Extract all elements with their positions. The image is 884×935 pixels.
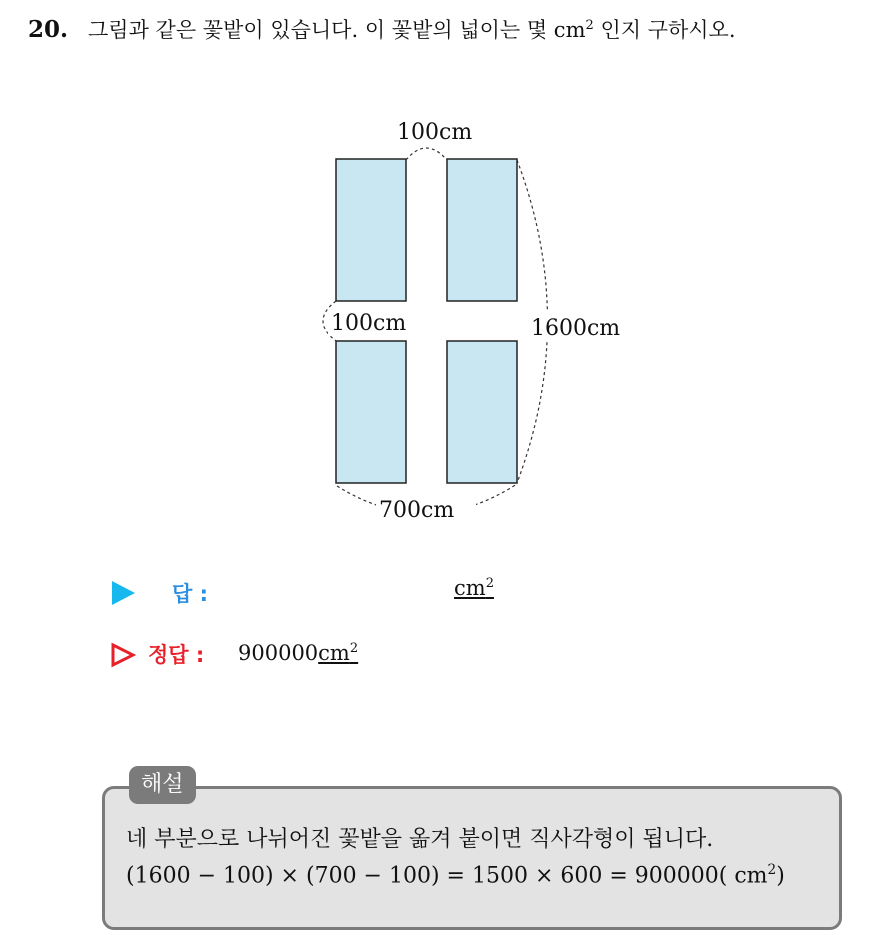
- question-number: 20.: [28, 16, 69, 43]
- explanation-line-1: 네 부분으로 나뉘어진 꽃밭을 옮겨 붙이면 직사각형이 됩니다.: [126, 827, 714, 852]
- question-unit-exponent: 2: [585, 18, 594, 33]
- middle-path-width-label: 100cm: [331, 311, 407, 336]
- flower-bed-top-left: [336, 159, 406, 301]
- correct-answer-row: [110, 637, 530, 673]
- answer-row: [110, 576, 530, 610]
- filled-triangle-icon: [110, 580, 136, 606]
- explanation-formula-tail: ): [776, 863, 785, 889]
- answer-unit-text: cm: [454, 576, 486, 600]
- outline-triangle-icon: [110, 642, 136, 668]
- correct-answer-unit: [318, 641, 358, 665]
- width-label: 700cm: [379, 498, 455, 523]
- height-label: 1600cm: [531, 316, 621, 341]
- answer-unit-exponent: 2: [485, 576, 494, 591]
- question-body: 그림과 같은 꽃밭이 있습니다. 이 꽃밭의 넓이는 몇 cm: [88, 18, 586, 42]
- correct-answer-label: 정답 :: [148, 643, 205, 667]
- top-path-width-arc: [406, 148, 447, 160]
- correct-answer-value-group: [238, 641, 358, 665]
- flower-bed-bottom-right: [447, 341, 517, 483]
- answer-label: 답 :: [172, 582, 208, 606]
- answer-unit[interactable]: [454, 576, 494, 600]
- explanation-line-2: [126, 862, 785, 888]
- explanation-box: [102, 786, 842, 930]
- correct-answer-value: 900000: [238, 641, 319, 665]
- flower-bed-bottom-left: [336, 341, 406, 483]
- top-path-width-label: 100cm: [397, 120, 473, 145]
- question-tail: 인지 구하시오.: [593, 18, 736, 42]
- flower-bed-top-right: [447, 159, 517, 301]
- explanation-tag: 해설: [129, 766, 196, 804]
- explanation-formula-exponent: 2: [767, 862, 777, 878]
- explanation-formula: (1600 − 100) × (700 − 100) = 1500 × 600 = 900000( cm: [126, 863, 768, 889]
- correct-answer-unit-text: cm: [318, 641, 350, 665]
- correct-answer-unit-exponent: 2: [349, 641, 359, 656]
